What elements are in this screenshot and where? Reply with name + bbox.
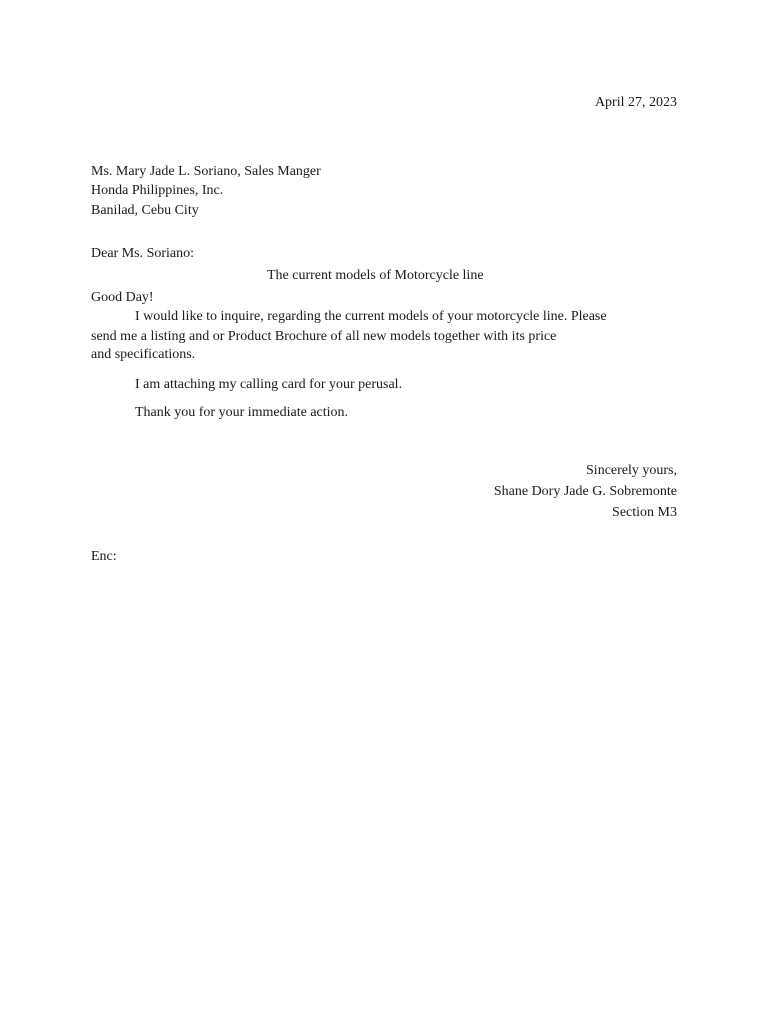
body-paragraph-2: I am attaching my calling card for your perusal. xyxy=(135,377,403,392)
body-paragraph-1-line-2: send me a listing and or Product Brochure of all new models together with its price xyxy=(91,329,557,344)
closing: Sincerely yours, xyxy=(586,463,677,478)
enclosure-notation: Enc: xyxy=(91,549,117,564)
sender-name: Shane Dory Jade G. Sobremonte xyxy=(493,484,677,499)
greeting: Good Day! xyxy=(91,290,154,305)
body-paragraph-1-line-3: and specifications. xyxy=(91,347,196,362)
salutation: Dear Ms. Soriano: xyxy=(91,246,195,261)
recipient-address: Banilad, Cebu City xyxy=(91,203,199,218)
letter-date: April 27, 2023 xyxy=(594,95,677,110)
body-paragraph-3: Thank you for your immediate action. xyxy=(135,405,349,420)
subject-line: The current models of Motorcycle line xyxy=(267,268,484,283)
sender-section: Section M3 xyxy=(612,505,677,520)
recipient-company: Honda Philippines, Inc. xyxy=(91,183,224,198)
body-paragraph-1-line-1: I would like to inquire, regarding the current models of your motorcycle line. Please xyxy=(135,309,607,324)
recipient-name-title: Ms. Mary Jade L. Soriano, Sales Manger xyxy=(91,164,321,179)
